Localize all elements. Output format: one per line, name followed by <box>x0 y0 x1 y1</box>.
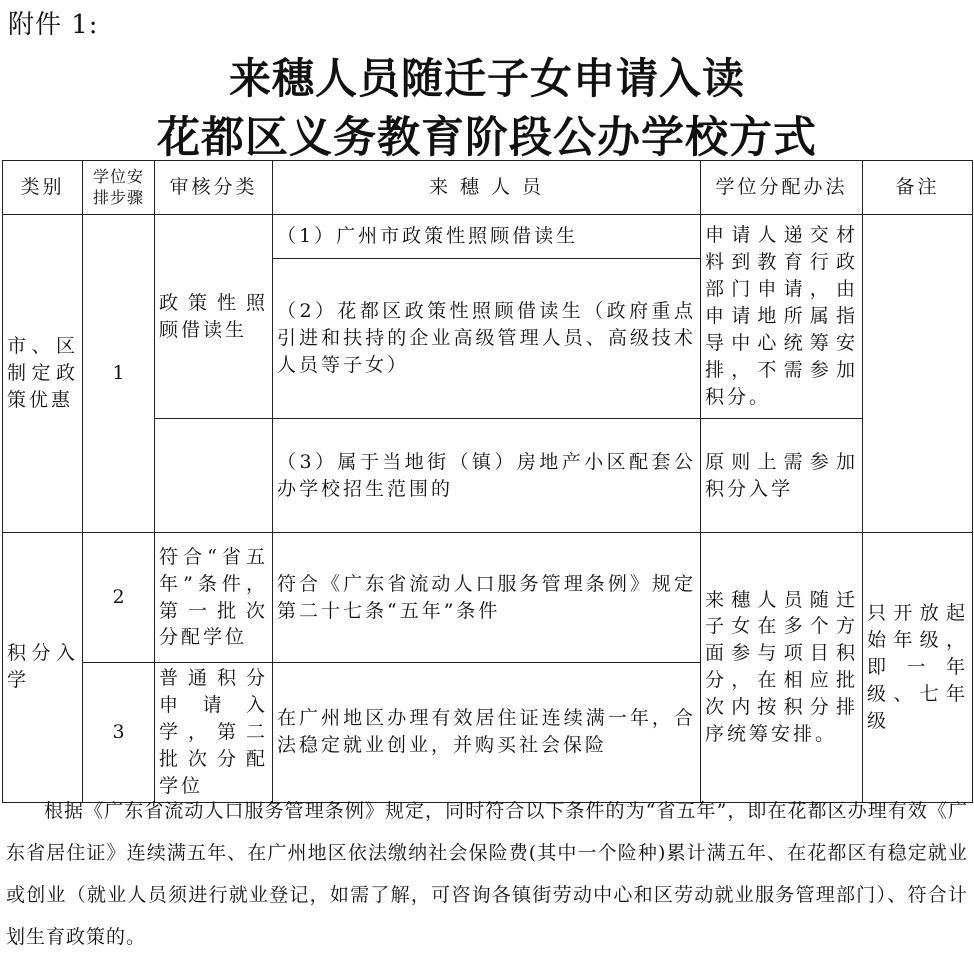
remark-policy-empty <box>863 215 973 533</box>
allocation-points-needed: 原则上需参加积分入学 <box>701 419 863 533</box>
table-row <box>3 533 973 663</box>
step-2: 2 <box>83 533 155 663</box>
header-remark: 备注 <box>863 161 973 215</box>
table-row <box>3 215 973 259</box>
category-points: 积分入学 <box>3 533 83 803</box>
admission-table <box>2 160 973 803</box>
review-five-year: 符合“省五年”条件，第一批次分配学位 <box>155 533 273 663</box>
header-allocation: 学位分配办法 <box>701 161 863 215</box>
footnote-paragraph: 根据《广东省流动人口服务管理条例》规定，同时符合以下条件的为“省五年”，即在花都区办理有效《广东省居住证》连续满五年、在广州地区依法缴纳社会保险费(其中一个险种)累计满五年、在花都区有稳定就业或创业（就业人员须进行就业登记，如需了解，可咨询各镇街劳动中心和区劳动就业服务管理部门）、符合计划生育政策的。 <box>6 800 968 948</box>
allocation-policy: 申请人递交材料到教育行政部门申请，由申请地所属指导中心统筹安排，不需参加积分。 <box>701 215 863 419</box>
people-item-3: （3）属于当地街（镇）房地产小区配套公办学校招生范围的 <box>273 419 701 533</box>
people-ordinary: 在广州地区办理有效居住证连续满一年，合法稳定就业创业，并购买社会保险 <box>273 663 701 803</box>
page-title-line1: 来穗人员随迁子女申请入读 <box>228 54 745 103</box>
review-policy: 政策性照顾借读生 <box>155 215 273 419</box>
attachment-label: 附件 1: <box>8 10 99 40</box>
header-category: 类别 <box>3 161 83 215</box>
allocation-points: 来穗人员随迁子女在多个方面参与项目积分，在相应批次内按积分排序统筹安排。 <box>701 533 863 803</box>
header-review: 审核分类 <box>155 161 273 215</box>
header-row <box>3 161 973 215</box>
review-empty <box>155 419 273 533</box>
step-1: 1 <box>83 215 155 533</box>
people-item-1: （1）广州市政策性照顾借读生 <box>273 215 701 259</box>
page-title-line2: 花都区义务教育阶段公办学校方式 <box>157 113 817 163</box>
people-item-2: （2）花都区政策性照顾借读生（政府重点引进和扶持的企业高级管理人员、高级技术人员等子女） <box>273 259 701 419</box>
remark-points: 只开放起始年级，即一年级、七年级 <box>863 533 973 803</box>
header-step: 学位安排步骤 <box>83 161 155 215</box>
review-ordinary: 普通积分申请入学，第二批次分配学位 <box>155 663 273 803</box>
people-five-year: 符合《广东省流动人口服务管理条例》规定第二十七条“五年”条件 <box>273 533 701 663</box>
header-people: 来 穗 人 员 <box>273 161 701 215</box>
category-policy: 市、区制定政策优惠 <box>3 215 83 533</box>
step-3: 3 <box>83 663 155 803</box>
